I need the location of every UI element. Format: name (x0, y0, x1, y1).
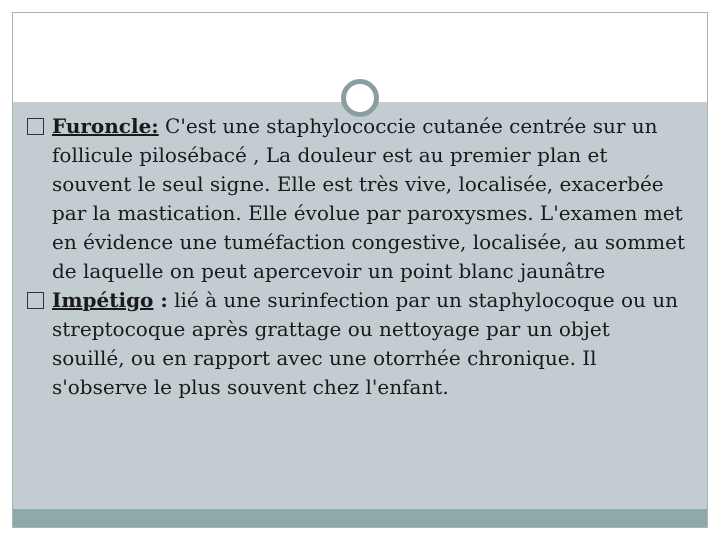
definition-impetigo: lié à une surinfection par un staphylocoque ou un streptocoque après grattage ou nettoyage par un objet souillé, ou en rapport avec une otorrhée chronique. Il s'observe le plus souvent chez l'enfant. (52, 288, 679, 399)
square-bullet-icon (27, 292, 44, 309)
definition-furoncle: C'est une staphylococcie cutanée centrée sur un follicule pilosébacé , La douleur est au premier plan et souvent le seul signe. Elle est très vive, localisée, exacerbée par la mastication. Elle évolue par paroxysmes. L'examen met en évidence une tuméfaction congestive, localisée, au sommet de laquelle on peut apercevoir un point blanc jaunâtre (52, 114, 686, 283)
slide-body-text (24, 112, 688, 402)
footer-bar (13, 509, 707, 527)
paragraph-furoncle (24, 112, 688, 286)
term-separator-impetigo: : (153, 288, 168, 312)
term-impetigo: Impétigo (52, 288, 154, 312)
term-furoncle: Furoncle: (52, 114, 159, 138)
square-bullet-icon (27, 118, 44, 135)
paragraph-impetigo (24, 286, 688, 402)
